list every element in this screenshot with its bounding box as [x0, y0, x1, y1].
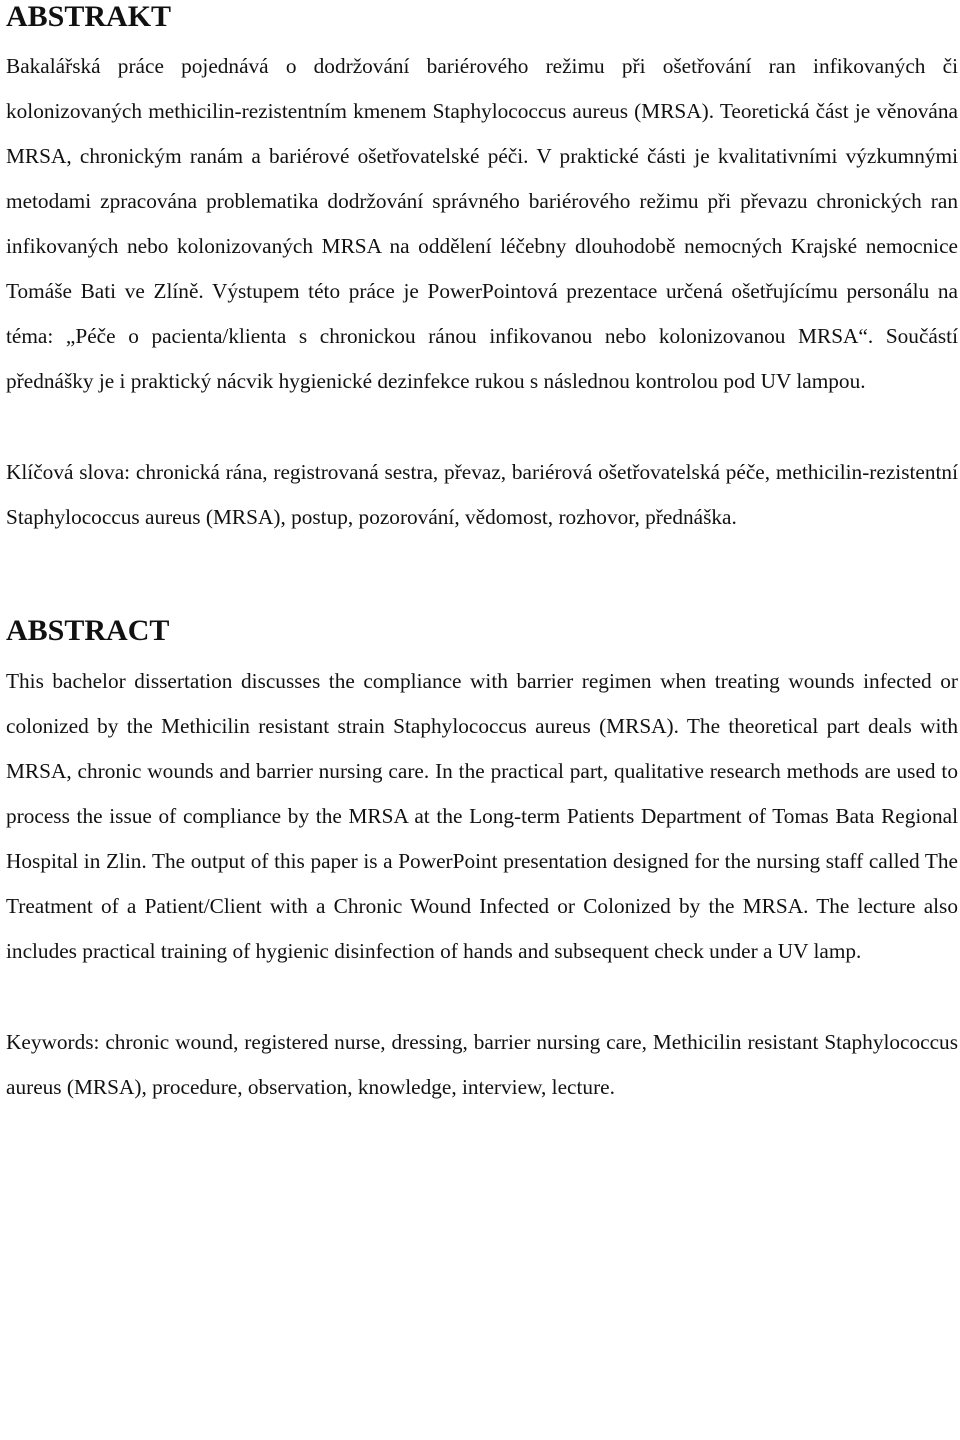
english-abstract-section: [6, 614, 958, 1110]
czech-heading: ABSTRAKT: [6, 0, 172, 33]
czech-keywords: Klíčová slova: chronická rána, registrovaná sestra, převaz, bariérová ošetřovatelská péče, methicilin-rezistentní Staphylococcus aureus (MRSA), postup, pozorování, vědomost, rozhovor, přednáška.: [6, 460, 958, 529]
document-page: [6, 0, 958, 1110]
czech-abstract-text: Bakalářská práce pojednává o dodržování bariérového režimu při ošetřování ran infikovaných či kolonizovaných methicilin-rezistentním kmenem Staphylococcus aureus (MRSA). Teoretická část je věnována MRSA, chronickým ranám a bariérové ošetřovatelské péči. V praktické části je kvalitativními výzkumnými metodami zpracována problematika dodržování správného bariérového režimu při převazu chronických ran infikovaných nebo kolonizovaných MRSA na oddělení léčebny dlouhodobě nemocných Krajské nemocnice Tomáše Bati ve Zlíně. Výstupem této práce je PowerPointová prezentace určená ošetřujícímu personálu na téma: „Péče o pacienta/klienta s chronickou ránou infikovanou nebo kolonizovanou MRSA“. Součástí přednášky je i praktický nácvik hygienické dezinfekce rukou s následnou kontrolou pod UV lampou.: [6, 54, 958, 393]
english-keywords: Keywords: chronic wound, registered nurse, dressing, barrier nursing care, Methicilin resistant Staphylococcus aureus (MRSA), procedure, observation, knowledge, interview, lecture.: [6, 1030, 958, 1099]
czech-abstract-section: [6, 0, 958, 540]
english-heading: ABSTRACT: [6, 614, 170, 647]
english-abstract-text: This bachelor dissertation discusses the compliance with barrier regimen when treating wounds infected or colonized by the Methicilin resistant strain Staphylococcus aureus (MRSA). The theoretical part deals with MRSA, chronic wounds and barrier nursing care. In the practical part, qualitative research methods are used to process the issue of compliance by the MRSA at the Long-term Patients Department of Tomas Bata Regional Hospital in Zlin. The output of this paper is a PowerPoint presentation designed for the nursing staff called The Treatment of a Patient/Client with a Chronic Wound Infected or Colonized by the MRSA. The lecture also includes practical training of hygienic disinfection of hands and subsequent check under a UV lamp.: [6, 669, 958, 963]
section-spacer: [6, 540, 958, 614]
